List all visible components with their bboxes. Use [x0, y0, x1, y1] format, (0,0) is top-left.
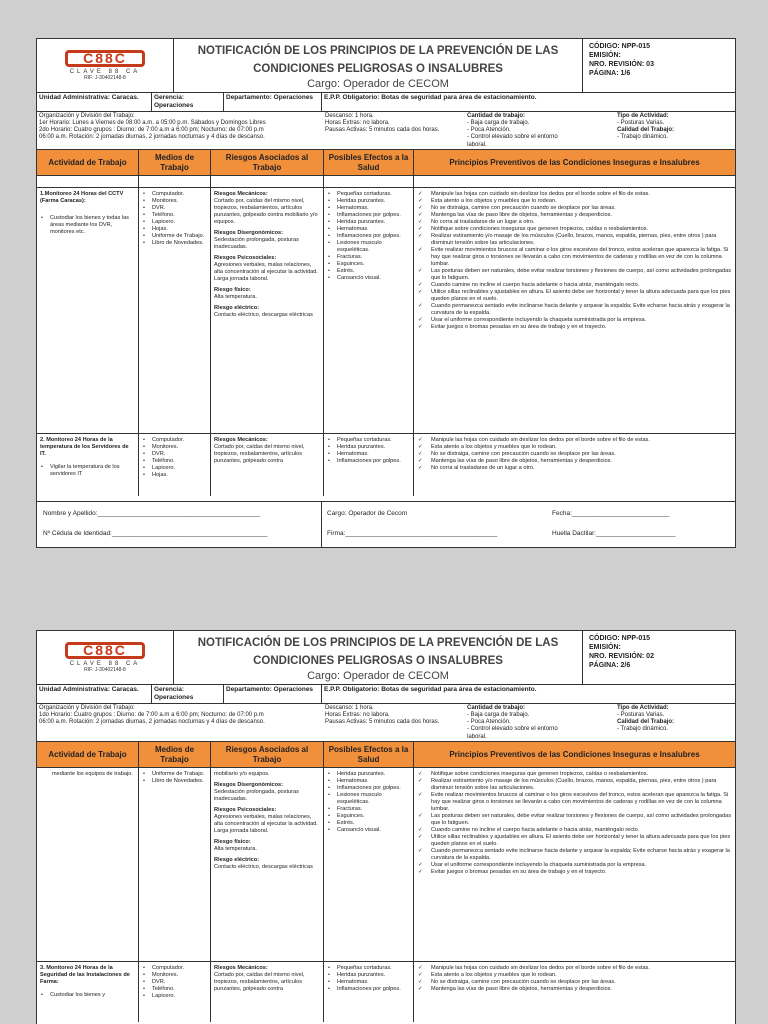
cantidad-1: - Baja carga de trabajo. — [467, 712, 530, 718]
efecto-item: • Heridas punzantes. — [327, 219, 410, 226]
medio-item: • Libro de Novedades. — [142, 778, 207, 785]
org-div: Organización y División del Trabajo: — [39, 705, 135, 711]
calidad-title: Calidad del Trabajo: — [617, 719, 675, 725]
medio-item: • Hojas. — [142, 472, 207, 479]
activity-cont: mediante los equipos de trabajo. — [52, 771, 133, 777]
medio-item: • Lapicero. — [142, 465, 207, 472]
firma-field: Firma:__________________________________________ — [327, 530, 498, 537]
medio-item: • Lapicero. — [142, 993, 207, 1000]
col-efectos: Posibles Efectos a la Salud — [324, 742, 414, 767]
departamento: Departamento: Operaciones — [224, 93, 322, 111]
riesgos-cell — [211, 188, 324, 433]
tipo-1: - Posturas Varias. — [617, 120, 665, 126]
riesgo-mecanico-title: Riesgos Mecánicos: — [214, 191, 268, 197]
efecto-item: • Estrés. — [327, 820, 410, 827]
riesgo-disergonomico-title: Riesgos Disergonómicos: — [214, 230, 284, 236]
riesgo-disergonomico: Sedestación prolongada, posturas inadecuadas. — [214, 789, 299, 802]
tipo-title: Tipo de Actividad: — [617, 113, 669, 119]
principio-item: ✓ Usar el uniforme correspondiente incluyendo la chaqueta suministrada por la empresa. — [417, 862, 732, 869]
cantidad-3: - Control elevado sobre el entorno laboral. — [467, 134, 558, 148]
efecto-item: • Pequeñas cortaduras. — [327, 437, 410, 444]
principio-item: ✓ Usar el uniforme correspondiente incluyendo la chaqueta suministrada por la empresa. — [417, 317, 732, 324]
cantidad-2: - Poca Atención. — [467, 719, 511, 725]
document-header — [37, 631, 735, 685]
org-row — [37, 93, 735, 112]
efecto-item: • Inflamaciones por golpes. — [327, 233, 410, 240]
principio-item: ✓ Manipule las hojas con cuidado sin deslizar los dedos por el borde sobre el filo de estas. — [417, 965, 732, 972]
horas-extras: Horas Extras: no labora. — [325, 712, 390, 718]
activity-2-title: 2. Monitoreo 24 Horas de la temperatura de los Servidores de IT. — [40, 437, 129, 457]
table-row-cont — [37, 768, 735, 962]
cantidad-title: Cantidad de trabajo: — [467, 113, 526, 119]
principio-item: ✓ Utilice sillas reclinables y ajustables en altura. El asiento debe ser horizontal y tener la altura adecuada para que los pies queden planos en el suelo. — [417, 834, 732, 848]
efecto-item: • Inflamaciones por golpes. — [327, 458, 410, 465]
principio-item: ✓ Evitar juegos o bromas pesadas en su área de trabajo y en el trayecto. — [417, 869, 732, 876]
work-info — [37, 704, 735, 742]
efecto-item: • Heridas punzantes. — [327, 771, 410, 778]
medio-item: • DVR. — [142, 451, 207, 458]
document-page-2 — [36, 630, 736, 1024]
calidad-1: - Trabajo dinámico. — [617, 726, 669, 732]
riesgo-disergonomico-title: Riesgos Disergonómicos: — [214, 782, 284, 788]
riesgo-psicosocial: Agresiones verbales, malas relaciones, alta concentración al ejecutar la actividad. Larga jornada laboral. — [214, 262, 318, 282]
logo-subtitle: CLAVE 88 CA — [69, 661, 141, 667]
revision: NRO. REVISIÓN: 03 — [589, 61, 654, 68]
huella-field: Huella Dactilar:______________________ — [552, 530, 676, 537]
fecha-field: Fecha:___________________________ — [552, 510, 670, 517]
efecto-item: • Hematomas. — [327, 979, 410, 986]
tipo-1: - Posturas Varias. — [617, 712, 665, 718]
cantidad-2: - Poca Atención. — [467, 127, 511, 133]
riesgo-mecanico: Cortado por, caídas del mismo nivel, tropiezos, resbalamientos, artículos punzantes, golpeado contra mobiliario y/o equipos. — [214, 198, 318, 225]
emision: EMISIÓN: — [589, 52, 621, 59]
pagina: PÁGINA: 1/6 — [589, 70, 631, 77]
medio-item: • Computador. — [142, 965, 207, 972]
rotacion: 06:00 a.m. Rotación: 2 jornadas diurnas, 2 jornadas nocturnas y 4 días de descanso. — [39, 134, 265, 140]
principio-item: ✓ Esta atento a los objetos y muebles que lo rodean. — [417, 198, 732, 205]
cargo-title: Cargo: Operador de CECOM — [307, 78, 449, 90]
medio-item: • Teléfono. — [142, 458, 207, 465]
activity-2-task: • Vigilar la temperatura de los servidores IT — [40, 464, 135, 478]
medio-item: • Uniforme de Trabajo. — [142, 233, 207, 240]
pausas: Pausas Activas: 5 minutos cada dos horas. — [325, 127, 440, 133]
principio-item: ✓ Mantenga las vías de paso libre de objetos, herramientas y desperdicios. — [417, 458, 732, 465]
principio-item: ✓ Evite realizar movimientos bruscos al caminar o los giros excesivos del tronco, estos aceleran que aparezca la fatiga. Si hay que realizar giros o torsiones se llevarán a cabo con movimientos de caderas y rodillas en vez de con la columna lumbar. — [417, 247, 732, 268]
riesgo-psicosocial-title: Riesgos Psicosociales: — [214, 255, 277, 261]
principio-item: ✓ Utilice sillas reclinables y ajustables en altura. El asiento debe ser horizontal y tener la altura adecuada para que los pies queden planos en el suelo. — [417, 289, 732, 303]
pagina: PÁGINA: 2/6 — [589, 662, 631, 669]
rotacion: 06:00 a.m. Rotación: 2 jornadas diurnas, 2 jornadas nocturnas y 4 días de descanso. — [39, 719, 265, 725]
riesgo-disergonomico: Sedestación prolongada, posturas inadecuadas. — [214, 237, 299, 250]
principio-item: ✓ Mantenga las vías de paso libre de objetos, herramientas y desperdicios. — [417, 986, 732, 993]
table-row-3 — [37, 962, 735, 1022]
medio-item: • Teléfono. — [142, 986, 207, 993]
principio-item: ✓ Evite realizar movimientos bruscos al caminar o los giros excesivos del tronco, estos aceleran que aparezca la fatiga. Si hay que realizar giros o torsiones se llevarán a cabo con movimientos de caderas y rodillas en vez de con la columna lumbar. — [417, 792, 732, 813]
descanso: Descanso: 1 hora. — [325, 705, 374, 711]
medio-item: • Computador. — [142, 437, 207, 444]
efecto-item: • Fracturas. — [327, 806, 410, 813]
efecto-item: • Esguinces. — [327, 261, 410, 268]
efecto-item: • Estrés. — [327, 268, 410, 275]
medio-item: • Teléfono. — [142, 212, 207, 219]
col-riesgos: Riesgos Asociados al Trabajo — [211, 742, 324, 767]
calidad-title: Calidad del Trabajo: — [617, 127, 675, 133]
signature-block — [37, 501, 735, 547]
medios-list — [142, 191, 207, 247]
efecto-item: • Lesiones musculo esqueléticas. — [327, 240, 410, 254]
col-principios: Principios Preventivos de las Condiciones Inseguras e Insalubres — [449, 157, 700, 167]
descanso: Descanso: 1 hora. — [325, 113, 374, 119]
emision: EMISIÓN: — [589, 644, 621, 651]
medio-item: • Monitores. — [142, 198, 207, 205]
efecto-item: • Hematomas. — [327, 451, 410, 458]
efecto-item: • Heridas punzantes. — [327, 444, 410, 451]
medio-item: • DVR. — [142, 979, 207, 986]
cantidad-title: Cantidad de trabajo: — [467, 705, 526, 711]
principio-item: ✓ Cuando camine no incline el cuerpo hacia adelante o hacia atrás, manténgalo recto. — [417, 827, 732, 834]
principio-item: ✓ No corra al trasladarse de un lugar a otro. — [417, 219, 732, 226]
efecto-item: • Hematomas. — [327, 778, 410, 785]
riesgo-fisico-title: Riesgo físico: — [214, 287, 251, 293]
medio-item: • Hojas. — [142, 226, 207, 233]
efecto-item: • Cansancio visual. — [327, 275, 410, 282]
table-header — [37, 150, 735, 176]
document-title: NOTIFICACIÓN DE LOS PRINCIPIOS DE LA PREVENCIÓN DE LAS CONDICIONES PELIGROSAS O INSALUBRES — [197, 637, 559, 667]
logo-subtitle: CLAVE 88 CA — [69, 69, 141, 75]
efecto-item: • Heridas punzantes. — [327, 972, 410, 979]
logo-rif: RIF: J-30402148-8 — [84, 75, 126, 81]
principio-item: ✓ Notifique sobre condiciones inseguras que generen tropiezos, caídas o resbalamientos. — [417, 226, 732, 233]
activity-1-task: • Custodiar los bienes y todas las áreas mediante los DVR, monitores etc. — [40, 215, 135, 236]
principio-item: ✓ Cuando camine no incline el cuerpo hacia adelante o hacia atrás, manténgalo recto. — [417, 282, 732, 289]
efecto-item: • Hematomas. — [327, 226, 410, 233]
document-page-1 — [36, 38, 736, 548]
principio-item: ✓ Cuando permanezca sentado evite inclinarse hacia delante y arquear la espalda; Evite echarse hacia atrás y exagerar la curvatura de la espalda. — [417, 303, 732, 317]
tipo-title: Tipo de Actividad: — [617, 705, 669, 711]
unidad: Unidad Administrativa: Caracas. — [37, 93, 152, 111]
efecto-item: • Inflamaciones por golpes. — [327, 986, 410, 993]
riesgo-mecanico-title: Riesgos Mecánicos: — [214, 437, 268, 443]
unidad: Unidad Administrativa: Caracas. — [37, 685, 152, 703]
efecto-item: • Pequeñas cortaduras. — [327, 965, 410, 972]
table-header — [37, 742, 735, 768]
efecto-item: • Pequeñas cortaduras. — [327, 191, 410, 198]
company-logo — [37, 631, 174, 684]
pausas: Pausas Activas: 5 minutos cada dos horas. — [325, 719, 440, 725]
gerencia: Gerencia: Operaciones — [152, 685, 224, 703]
org-div: Organización y División del Trabajo: — [39, 113, 135, 119]
riesgo-electrico: Contacto eléctrico, descargas eléctricas — [214, 312, 313, 318]
cedula-field: Nº Cédula de Identidad:___________________________________________ — [43, 530, 268, 537]
riesgo-mecanico: Cortado por, caídas del mismo nivel, tropiezos, resbalamientos, artículos punzantes, golpeado contra — [214, 444, 305, 464]
principio-item: ✓ Cuando permanezca sentado evite inclinarse hacia delante y arquear la espalda; Evite echarse hacia atrás y exagerar la curvatura de la espalda. — [417, 848, 732, 862]
efecto-item: • Lesiones musculo esqueléticas. — [327, 792, 410, 806]
efecto-item: • Inflamaciones por golpes. — [327, 212, 410, 219]
riesgo-fisico: Alta temperatura. — [214, 846, 257, 852]
principio-item: ✓ No se distraiga, camine con precaución cuando se desplace por las áreas. — [417, 979, 732, 986]
col-medios: Medios de Trabajo — [139, 742, 211, 767]
document-code-block — [583, 631, 735, 684]
org-row — [37, 685, 735, 704]
col-medios: Medios de Trabajo — [139, 150, 211, 175]
company-logo — [37, 39, 174, 92]
epp: E.P.P. Obligatorio: Botas de seguridad para área de estacionamiento. — [324, 94, 537, 101]
efecto-item: • Fracturas. — [327, 254, 410, 261]
calidad-1: - Trabajo dinámico. — [617, 134, 669, 140]
col-actividad: Actividad de Trabajo — [37, 150, 139, 175]
efectos-list — [327, 191, 410, 282]
riesgo-fisico: Alta temperatura. — [214, 294, 257, 300]
horario-2: 2do Horario: Cuatro grupos : Diurno: de 7:00 a.m a 6:00 pm; Nocturno: de 07:00 p.m — [39, 127, 264, 133]
nombre-field: Nombre y Apellido:_____________________________________________ — [43, 510, 261, 517]
medio-item: • Uniforme de Trabajo. — [142, 771, 207, 778]
principio-item: ✓ Las posturas deben ser naturales, debe evitar realizar torsiones y flexiones de cuerpo, así como actividades prolongadas que lo fatiguen. — [417, 813, 732, 827]
riesgo-psicosocial-title: Riesgos Psicosociales: — [214, 807, 277, 813]
principio-item: ✓ Notifique sobre condiciones inseguras que generen tropiezos, caídas o resbalamientos. — [417, 771, 732, 778]
medio-item: • Monitores. — [142, 444, 207, 451]
principio-item: ✓ No corra al trasladarse de un lugar a otro. — [417, 465, 732, 472]
riesgo-mecanico-cont: mobiliario y/o equipos. — [214, 771, 270, 777]
efecto-item: • Heridas punzantes. — [327, 198, 410, 205]
activity-1-title: 1.Monitoreo 24 Horas del CCTV (Farma Caracas): — [40, 191, 124, 204]
principio-item: ✓ Las posturas deben ser naturales, debe evitar realizar torsiones y flexiones de cuerpo, así como actividades prolongadas que lo fatiguen. — [417, 268, 732, 282]
riesgo-electrico-title: Riesgo eléctrico: — [214, 305, 260, 311]
horario-1: 1do Horario: Cuatro grupos : Diurno: de 7:00 a.m a 6:00 pm; Nocturno: de 07:00 p.m — [39, 712, 264, 718]
principio-item: ✓ Esta atento a los objetos y muebles que lo rodean. — [417, 444, 732, 451]
riesgo-mecanico-title: Riesgos Mecánicos: — [214, 965, 268, 971]
col-principios: Principios Preventivos de las Condiciones Inseguras e Insalubres — [449, 749, 700, 759]
logo-mark: C88C — [65, 642, 145, 659]
revision: NRO. REVISIÓN: 02 — [589, 653, 654, 660]
cargo-title: Cargo: Operador de CECOM — [307, 670, 449, 682]
col-riesgos: Riesgos Asociados al Trabajo — [211, 150, 324, 175]
document-title: NOTIFICACIÓN DE LOS PRINCIPIOS DE LA PREVENCIÓN DE LAS CONDICIONES PELIGROSAS O INSALUBRES — [197, 45, 559, 75]
efecto-item: • Esguinces. — [327, 813, 410, 820]
riesgo-psicosocial: Agresiones verbales, malas relaciones, alta concentración al ejecutar la actividad. Larga jornada laboral. — [214, 814, 318, 834]
medio-item: • Libro de Novedades. — [142, 240, 207, 247]
medio-item: • Monitores. — [142, 972, 207, 979]
principio-item: ✓ Esta atento a los objetos y muebles que lo rodean. — [417, 972, 732, 979]
col-efectos: Posibles Efectos a la Salud — [324, 150, 414, 175]
efecto-item: • Hematomas. — [327, 205, 410, 212]
principio-item: ✓ No se distraiga, camine con precaución cuando se desplace por las áreas. — [417, 205, 732, 212]
departamento: Departamento: Operaciones — [224, 685, 322, 703]
medio-item: • DVR. — [142, 205, 207, 212]
codigo: CÓDIGO: NPP-015 — [589, 635, 651, 642]
logo-rif: RIF: J-30402148-8 — [84, 667, 126, 673]
principio-item: ✓ Realizar estiramiento y/o masaje de los músculos (Cuello, brazos, manos, espalda, piernas, pies, entre otros ) para disminuir tensión sobre las articulaciones. — [417, 778, 732, 792]
medio-item: • Computador. — [142, 191, 207, 198]
principio-item: ✓ Realizar estiramiento y/o masaje de los músculos (Cuello, brazos, manos, espalda, piernas, pies, entre otros ) para disminuir tensión sobre las articulaciones. — [417, 233, 732, 247]
efecto-item: • Inflamaciones por golpes. — [327, 785, 410, 792]
riesgo-fisico-title: Riesgo físico: — [214, 839, 251, 845]
gerencia: Gerencia: Operaciones — [152, 93, 224, 111]
efecto-item: • Cansancio visual. — [327, 827, 410, 834]
codigo: CÓDIGO: NPP-015 — [589, 43, 651, 50]
riesgo-electrico-title: Riesgo eléctrico: — [214, 857, 260, 863]
table-row-2 — [37, 434, 735, 496]
medio-item: • Lapicero. — [142, 219, 207, 226]
horario-1: 1er Horario: Lunes a Viernes de 08:00 a.m. a 05:00 p.m. Sábados y Domingos Libres — [39, 120, 266, 126]
principio-item: ✓ Manipule las hojas con cuidado sin deslizar los dedos por el borde sobre el filo de estas. — [417, 437, 732, 444]
horas-extras: Horas Extras: no labora. — [325, 120, 390, 126]
principio-item: ✓ Evitar juegos o bromas pesadas en su área de trabajo y en el trayecto. — [417, 324, 732, 331]
cantidad-1: - Baja carga de trabajo. — [467, 120, 530, 126]
riesgo-electrico: Contacto eléctrico, descargas eléctricas — [214, 864, 313, 870]
col-actividad: Actividad de Trabajo — [37, 742, 139, 767]
principios-list — [417, 191, 732, 331]
logo-mark: C88C — [65, 50, 145, 67]
cantidad-3: - Control elevado sobre el entorno laboral. — [467, 726, 558, 740]
principio-item: ✓ Manipule las hojas con cuidado sin deslizar los dedos por el borde sobre el filo de estas. — [417, 191, 732, 198]
document-header — [37, 39, 735, 93]
principio-item: ✓ Mantenga las vías de paso libre de objetos, herramientas y desperdicios. — [417, 212, 732, 219]
principio-item: ✓ No se distraiga, camine con precaución cuando se desplace por las áreas. — [417, 451, 732, 458]
cargo-field: Cargo: Operador de Cecom — [327, 510, 408, 517]
work-info — [37, 112, 735, 150]
document-code-block — [583, 39, 735, 92]
table-row-1 — [37, 188, 735, 434]
activity-3-title: 3. Monitoreo 24 Horas de la Seguridad de las Instalaciones de Farma: — [40, 965, 130, 985]
activity-3-task: • Custodiar los bienes y — [40, 992, 135, 999]
riesgo-mecanico: Cortado por, caídas del mismo nivel, tropiezos, resbalamientos, artículos punzantes, golpeado contra — [214, 972, 305, 992]
epp: E.P.P. Obligatorio: Botas de seguridad para área de estacionamiento. — [324, 686, 537, 693]
